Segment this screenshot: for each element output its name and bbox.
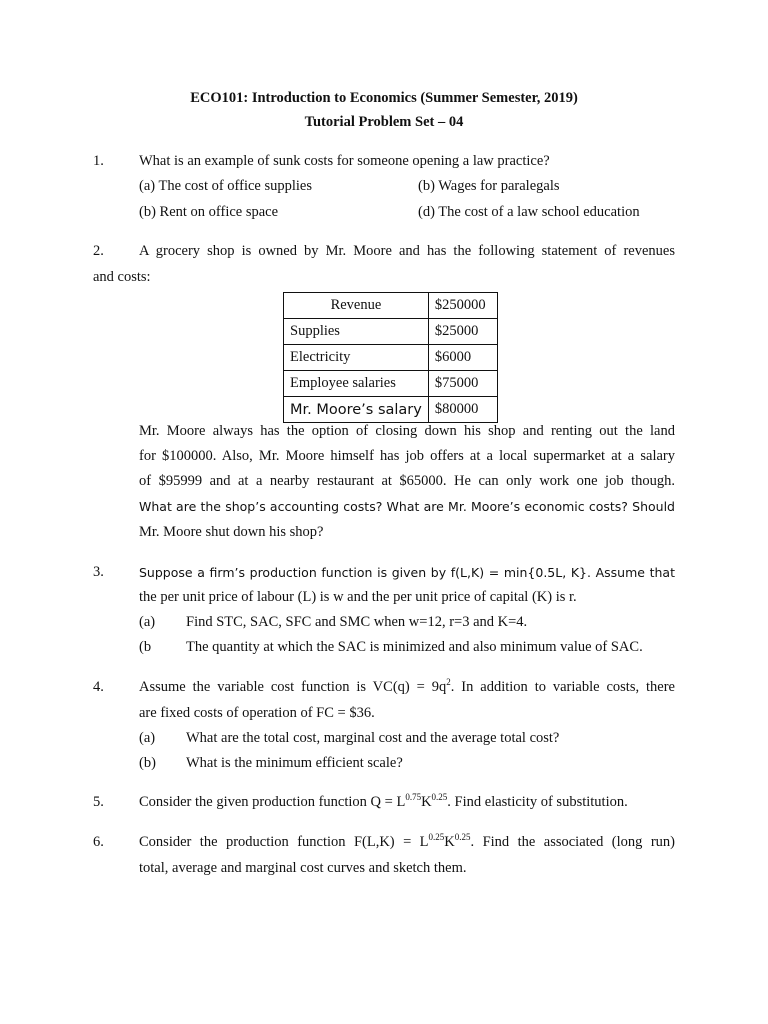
q6-number: 6.: [93, 834, 104, 850]
q6-line-2: total, average and marginal cost curves and sketch them.: [139, 860, 467, 876]
table-row: [284, 371, 498, 397]
table-cell-value: $80000: [428, 397, 497, 423]
q4-line-1: [139, 679, 675, 696]
q4-sub-b-label: (b): [139, 755, 156, 771]
table-row: [284, 397, 498, 423]
q2-number: 2.: [93, 243, 104, 259]
q2-paragraph-line: What are the shop’s accounting costs? What are Mr. Moore’s economic costs? Should: [139, 499, 675, 514]
q3-sub-a-label: (a): [139, 614, 156, 630]
q3-sub-b-label: (b: [139, 639, 152, 655]
q3-sub-a-text: Find STC, SAC, SFC and SMC when w=12, r=3 and K=4.: [186, 614, 528, 630]
q2-line-2: and costs:: [93, 269, 151, 285]
q5-text-c: . Find elasticity of substitution.: [447, 794, 628, 810]
q5-text-a: Consider the given production function Q = L: [139, 794, 406, 810]
q2-paragraph-line: for $100000. Also, Mr. Moore himself has job offers at a local supermarket at a salary: [139, 448, 675, 464]
q4-line-1-b: . In addition to variable costs, there: [450, 679, 675, 695]
table-row: [284, 345, 498, 371]
q5-number: 5.: [93, 794, 104, 810]
table-row: [284, 293, 498, 319]
q6-text-k: K: [444, 834, 455, 850]
q6-exponent-l: 0.25: [428, 832, 445, 842]
q1-text: What is an example of sunk costs for someone opening a law practice?: [139, 153, 550, 169]
q3-sub-b-text: The quantity at which the SAC is minimized and also minimum value of SAC.: [186, 639, 643, 655]
q4-line-1-a: Assume the variable cost function is VC(q) = 9q: [139, 679, 447, 695]
q3-line-2: the per unit price of labour (L) is w and the per unit price of capital (K) is r.: [139, 589, 577, 605]
q3-number: 3.: [93, 564, 104, 580]
q4-sub-a-label: (a): [139, 730, 156, 746]
q5-exponent-l: 0.75: [405, 792, 422, 802]
q1-option-b: (b) Wages for paralegals: [418, 178, 560, 194]
course-title: ECO101: Introduction to Economics (Summer Semester, 2019): [190, 90, 578, 106]
table-cell-value: $25000: [428, 319, 497, 345]
problem-set-title: Tutorial Problem Set – 04: [304, 114, 464, 130]
table-cell-label: Employee salaries: [284, 371, 429, 397]
q6-text-c: . Find the associated (long run): [470, 834, 675, 850]
q4-exponent: 2: [446, 677, 451, 687]
table-cell-label: Revenue: [284, 293, 429, 319]
q1-option-a: (a) The cost of office supplies: [139, 178, 313, 194]
q1-option-c: (b) Rent on office space: [139, 204, 279, 220]
q1-number: 1.: [93, 153, 104, 169]
q2-paragraph-line: Mr. Moore always has the option of closing down his shop and renting out the land: [139, 423, 675, 439]
table-cell-value: $75000: [428, 371, 497, 397]
q4-sub-a-text: What are the total cost, marginal cost and the average total cost?: [186, 730, 560, 746]
q4-number: 4.: [93, 679, 104, 695]
table-cell-value: $250000: [428, 293, 497, 319]
table-cell-label: Mr. Moore’s salary: [284, 397, 429, 423]
q2-line-1: A grocery shop is owned by Mr. Moore and has the following statement of revenues: [139, 243, 675, 259]
q4-sub-b-text: What is the minimum efficient scale?: [186, 755, 403, 771]
q3-line-1: Suppose a firm’s production function is given by f(L,K) = min{0.5L, K}. Assume that: [139, 565, 675, 580]
table-cell-label: Supplies: [284, 319, 429, 345]
q6-exponent-k: 0.25: [454, 832, 471, 842]
q1-option-d: (d) The cost of a law school education: [418, 204, 640, 220]
q5-text: [139, 794, 628, 811]
q4-line-2: are fixed costs of operation of FC = $36.: [139, 705, 375, 721]
table-cell-value: $6000: [428, 345, 497, 371]
q2-paragraph-line: of $95999 and at a nearby restaurant at $65000. He can only work one job though.: [139, 473, 675, 489]
table-row: [284, 319, 498, 345]
cost-table: [283, 292, 498, 423]
q2-paragraph-line: Mr. Moore shut down his shop?: [139, 524, 324, 540]
table-cell-label: Electricity: [284, 345, 429, 371]
q5-exponent-k: 0.25: [431, 792, 448, 802]
q5-text-k: K: [421, 794, 432, 810]
q6-text-a: Consider the production function F(L,K) = L: [139, 834, 429, 850]
q6-line-1: [139, 834, 675, 851]
